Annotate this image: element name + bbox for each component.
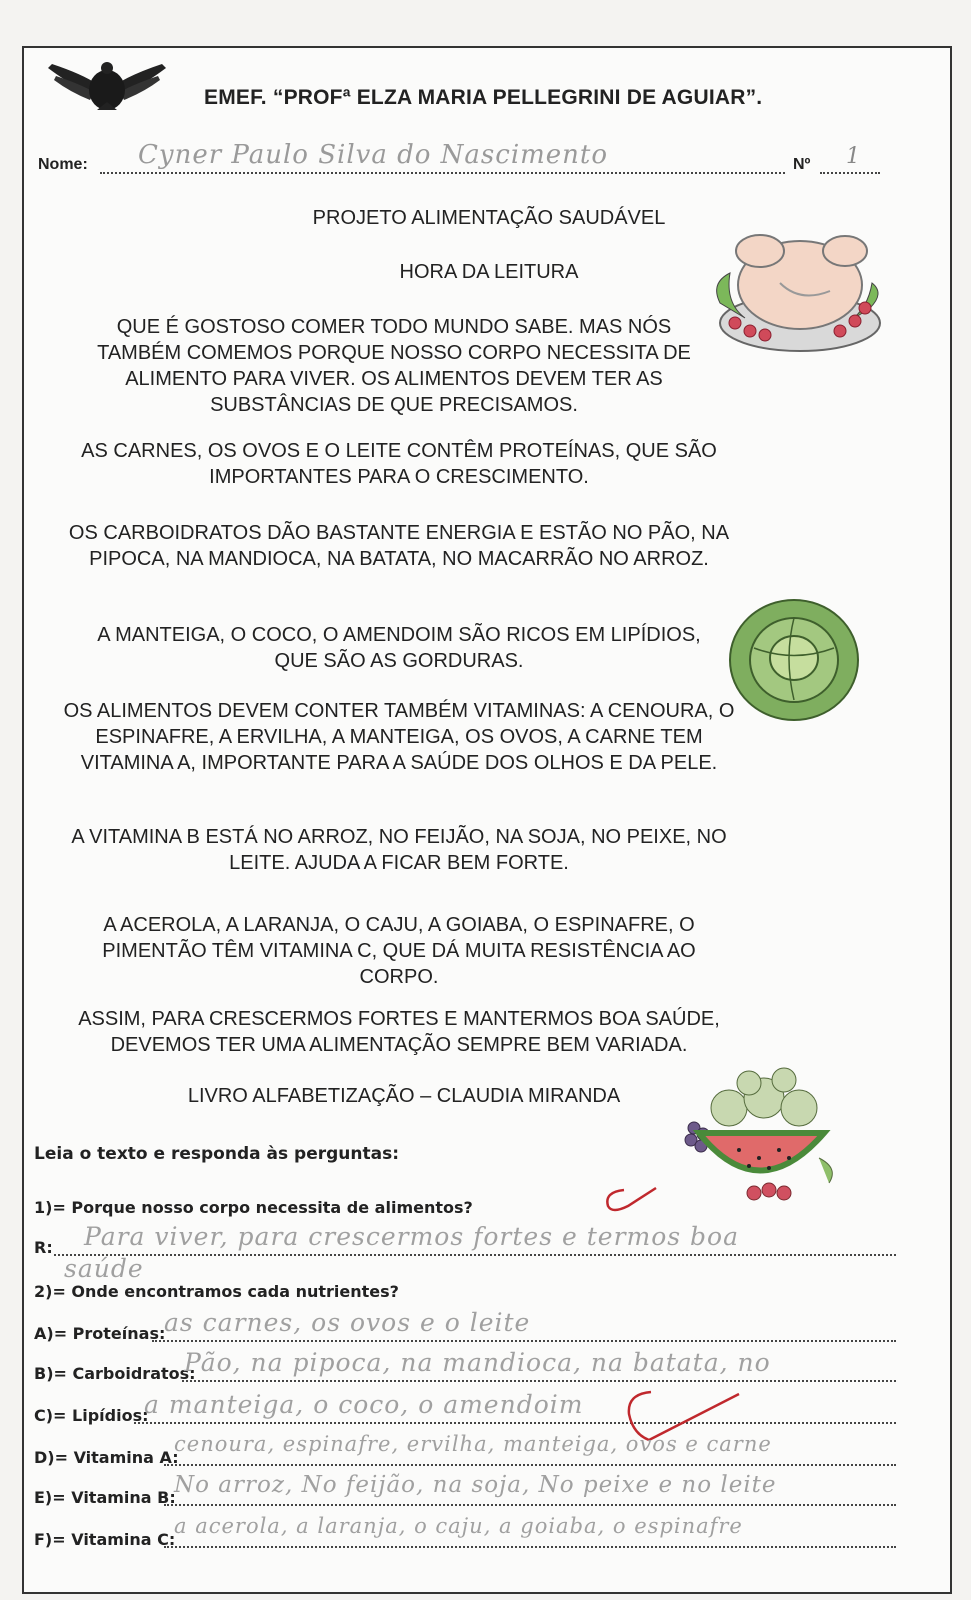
answer-1-handwritten: Para viver, para crescermos fortes e termos boa [84,1222,740,1251]
vitamin-c-handwritten: a acerola, a laranja, o caju, a goiaba, o espinafre [174,1514,743,1538]
vitamin-a-handwritten: cenoura, espinafre, ervilha, manteiga, ovos e carne [174,1432,772,1456]
number-label: Nº [793,156,811,173]
answer-1-row [34,1222,944,1268]
proteins-line[interactable] [152,1340,896,1342]
reading-title: HORA DA LEITURA [399,261,579,283]
vitamin-b-label: E)= Vitamina B: [34,1488,176,1507]
paragraph-7: A ACEROLA, A LARANJA, O CAJU, A GOIABA, O ESPINAFRE, O PIMENTÃO TÊM VITAMINA C, QUE DÁ MUITA RESISTÊNCIA AO CORPO. [102,914,696,988]
paragraph-6: A VITAMINA B ESTÁ NO ARROZ, NO FEIJÃO, NA SOJA, NO PEIXE, NO LEITE. AJUDA A FICAR BEM FORTE. [71,826,727,874]
paragraph-5: OS ALIMENTOS DEVEM CONTER TAMBÉM VITAMINAS: A CENOURA, O ESPINAFRE, A ERVILHA, A MANTEIGA, OS OVOS, A CARNE TEM VITAMINA A, IMPORTANTE PARA A SAÚDE DOS OLHOS E DA PELE. [63,700,735,774]
correction-check-icon [594,1184,664,1224]
item-vitamin-c [34,1514,944,1560]
carbohydrates-label: B)= Carboidratos: [34,1364,196,1383]
lipids-line[interactable] [134,1422,896,1424]
roast-chicken-illustration [700,213,890,363]
paragraph-4: A MANTEIGA, O COCO, O AMENDOIM SÃO RICOS EM LIPÍDIOS, QUE SÃO AS GORDURAS. [97,624,701,672]
question-2: 2)= Onde encontramos cada nutrientes? [34,1282,399,1301]
vitamin-a-label: D)= Vitamina A: [34,1448,179,1467]
instructions: Leia o texto e responda às perguntas: [34,1144,399,1164]
vitamin-a-line[interactable] [164,1464,896,1466]
paragraph-2: AS CARNES, OS OVOS E O LEITE CONTÊM PROTEÍNAS, QUE SÃO IMPORTANTES PARA O CRESCIMENTO. [81,440,717,488]
worksheet [22,46,952,1594]
name-handwritten: Cyner Paulo Silva do Nascimento [138,140,609,170]
source-citation: LIVRO ALFABETIZAÇÃO – CLAUDIA MIRANDA [187,1085,621,1107]
name-field-line[interactable] [100,172,785,174]
proteins-label: A)= Proteínas: [34,1324,166,1343]
paragraph-3: OS CARBOIDRATOS DÃO BASTANTE ENERGIA E ESTÃO NO PÃO, NA PIPOCA, NA MANDIOCA, NA BATATA, NO MACARRÃO NO ARROZ. [68,522,730,570]
answer-1-continuation: saúde [64,1254,144,1283]
school-name: EMEF. “PROFª ELZA MARIA PELLEGRINI DE AGUIAR”. [204,86,763,109]
eagle-emblem-icon [42,54,172,114]
answer-1-line[interactable] [54,1254,896,1256]
vitamin-c-label: F)= Vitamina C: [34,1530,176,1549]
proteins-handwritten: as carnes, os ovos e o leite [164,1308,531,1337]
vitamin-b-line[interactable] [164,1504,896,1506]
question-1: 1)= Porque nosso corpo necessita de alimentos? [34,1198,473,1217]
number-handwritten: 1 [846,144,860,169]
paragraph-8: ASSIM, PARA CRESCERMOS FORTES E MANTERMOS BOA SAÚDE, DEVEMOS TER UMA ALIMENTAÇÃO SEMPRE BEM VARIADA. [78,1008,720,1056]
lipids-handwritten: a manteiga, o coco, o amendoim [144,1390,584,1419]
carbohydrates-handwritten: Pão, na pipoca, na mandioca, na batata, no [184,1348,771,1377]
number-field-line[interactable] [820,172,880,174]
carbohydrates-line[interactable] [182,1380,896,1382]
fruit-basket-illustration [669,1058,849,1208]
name-label: Nome: [38,156,88,173]
paragraph-1: QUE É GOSTOSO COMER TODO MUNDO SABE. MAS NÓS TAMBÉM COMEMOS PORQUE NOSSO CORPO NECESSITA DE ALIMENTO PARA VIVER. OS ALIMENTOS DEVEM TER AS SUBSTÂNCIAS DE QUE PRECISAMOS. [97,316,691,416]
answer-1-label: R: [34,1238,53,1257]
project-title: PROJETO ALIMENTAÇÃO SAUDÁVEL [312,207,666,229]
lipids-label: C)= Lipídios: [34,1406,149,1425]
vitamin-b-handwritten: No arroz, No feijão, na soja, No peixe e no leite [174,1472,777,1498]
vitamin-c-line[interactable] [164,1546,896,1548]
